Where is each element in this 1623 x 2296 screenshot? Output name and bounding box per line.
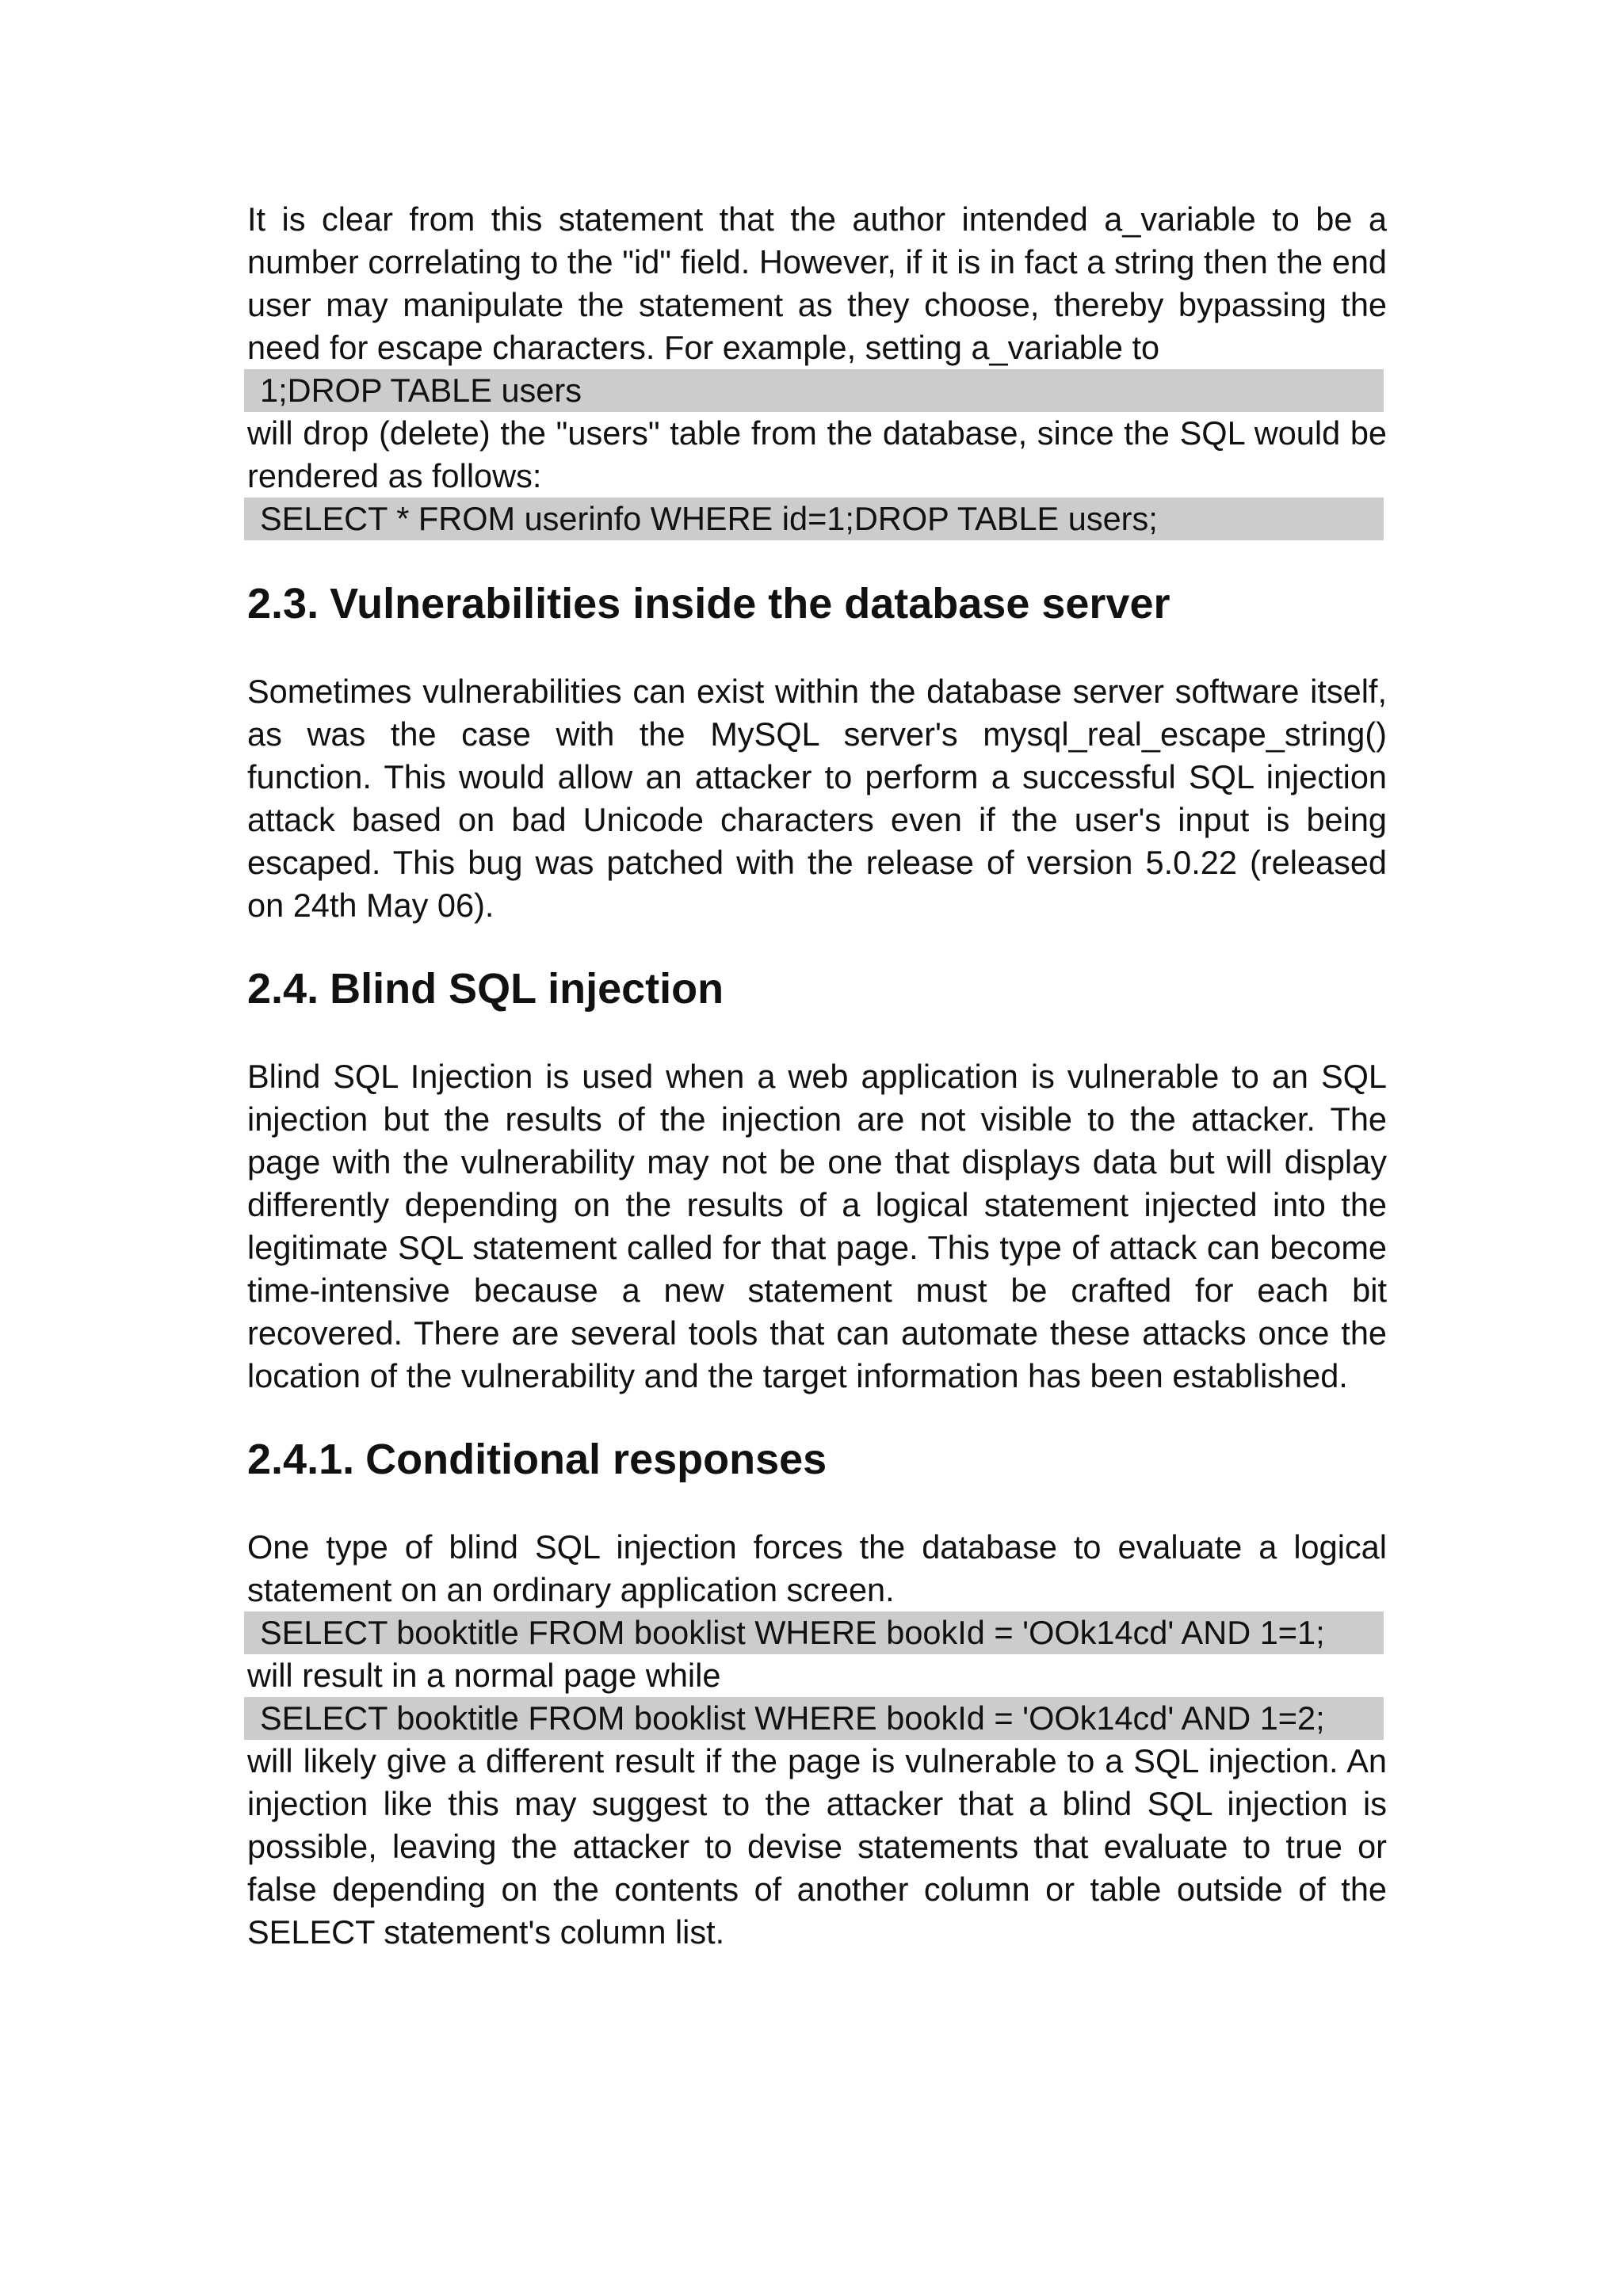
code-snippet-false-condition: SELECT booktitle FROM booklist WHERE bookId = 'OOk14cd' AND 1=2; bbox=[244, 1697, 1384, 1740]
section-number: 2.3. bbox=[247, 580, 319, 627]
section-number: 2.4. bbox=[247, 965, 319, 1013]
section-number: 2.4.1. bbox=[247, 1436, 355, 1483]
section-2-4-1-paragraph-3: will likely give a different result if the page is vulnerable to a SQL injection. An injection like this may suggest to the attacker that a blind SQL injection is possible, leaving the attacker to devise statements that evaluate to true or false depending on the contents of another column or table outside of the SELECT statement's column list. bbox=[247, 1742, 1387, 1951]
section-heading-2-3 bbox=[247, 578, 1387, 629]
section-2-4-body: Blind SQL Injection is used when a web application is vulnerable to an SQL injection but the results of the injection are not visible to the attacker. The page with the vulnerability may not be one that displays data but will display differently depending on the results of a logical statement injected into the legitimate SQL statement called for that page. This type of attack can become time-intensive because a new statement must be crafted for each bit recovered. There are several tools that can automate these attacks once the location of the vulnerability and the target information has been established. bbox=[247, 1058, 1387, 1394]
section-title: Conditional responses bbox=[365, 1436, 827, 1483]
section-heading-2-4 bbox=[247, 963, 1387, 1014]
section-2-4-1-paragraph: One type of blind SQL injection forces the database to evaluate a logical statement on an ordinary application screen. bbox=[247, 1528, 1387, 1608]
section-2-3-body: Sometimes vulnerabilities can exist within the database server software itself, as was the case with the MySQL server's mysql_real_escape_string() function. This would allow an attacker to perform a successful SQL injection attack based on bad Unicode characters even if the user's input is being escaped. This bug was patched with the release of version 5.0.22 (released on 24th May 06). bbox=[247, 673, 1387, 924]
code-snippet-true-condition: SELECT booktitle FROM booklist WHERE bookId = 'OOk14cd' AND 1=1; bbox=[244, 1611, 1384, 1654]
intro-paragraph-2: will drop (delete) the "users" table from the database, since the SQL would be rendered as follows: bbox=[247, 414, 1387, 494]
code-snippet-rendered-sql: SELECT * FROM userinfo WHERE id=1;DROP TABLE users; bbox=[244, 498, 1384, 540]
code-snippet-drop-table: 1;DROP TABLE users bbox=[244, 369, 1384, 412]
intro-paragraph: It is clear from this statement that the author intended a_variable to be a number correlating to the "id" field. However, if it is in fact a string then the end user may manipulate the statement as they choose, thereby bypassing the need for escape characters. For example, setting a_variable to bbox=[247, 200, 1387, 366]
section-title: Vulnerabilities inside the database server bbox=[330, 580, 1170, 627]
section-heading-2-4-1 bbox=[247, 1434, 1387, 1485]
document-page bbox=[247, 198, 1387, 1954]
section-title: Blind SQL injection bbox=[330, 965, 724, 1013]
section-2-4-1-paragraph-2: will result in a normal page while bbox=[247, 1657, 721, 1694]
